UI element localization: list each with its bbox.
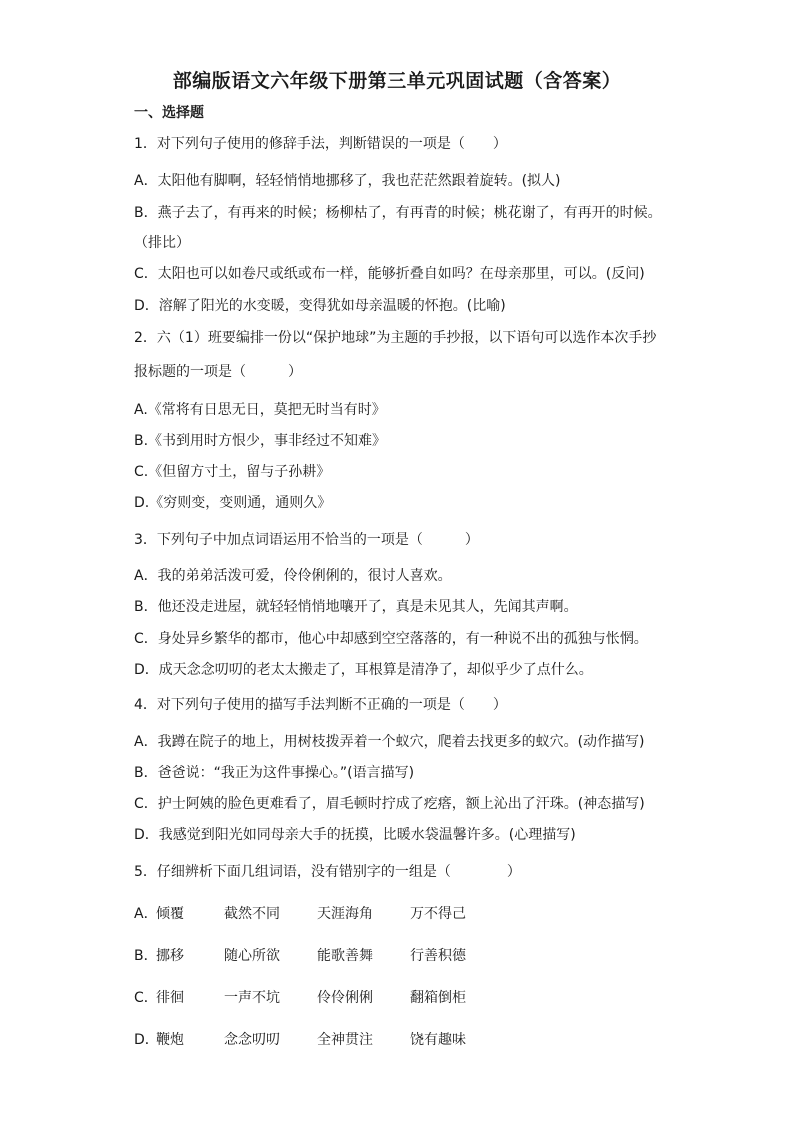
- q2-option-b: B.《书到用时方恨少，事非经过不知难》: [134, 433, 387, 449]
- q3-option-c: C．身处异乡繁华的都市，他心中却感到空空落落的，有一种说不出的孤独与怅惘。: [134, 631, 648, 647]
- q3-option-a: A．我的弟弟活泼可爱，伶伶俐俐的，很讨人喜欢。: [134, 568, 452, 584]
- q5-word: 一声不坑: [224, 990, 280, 1006]
- q1-option-b-cont: （排比）: [134, 235, 190, 251]
- q3-stem: 3．下列句子中加点词语运用不恰当的一项是（ ）: [134, 532, 479, 548]
- q5-word: 天涯海角: [317, 906, 373, 922]
- q1-stem: 1．对下列句子使用的修辞手法，判断错误的一项是（ ）: [134, 136, 507, 152]
- q5-word: 翻箱倒柜: [410, 990, 466, 1006]
- q5-word: 倾覆: [156, 906, 184, 922]
- q3-option-d: D．成天念念叨叨的老太太搬走了，耳根算是清净了，却似乎少了点什么。: [134, 662, 593, 678]
- q5-word: 随心所欲: [224, 948, 280, 964]
- q5-word: 万不得己: [410, 906, 466, 922]
- q4-stem: 4．对下列句子使用的描写手法判断不正确的一项是（ ）: [134, 697, 507, 713]
- q1-option-d: D．溶解了阳光的水变暖，变得犹如母亲温暖的怀抱。(比喻): [134, 298, 506, 314]
- q2-stem-cont: 报标题的一项是（ ）: [134, 364, 302, 380]
- q4-option-d: D．我感觉到阳光如同母亲大手的抚摸，比暖水袋温馨许多。(心理描写): [134, 827, 576, 843]
- q5-option-letter: B．: [134, 948, 158, 964]
- q5-word: 徘徊: [156, 990, 184, 1006]
- q1-option-c: C．太阳也可以如卷尺或纸或布一样，能够折叠自如吗？在母亲那里，可以。(反问): [134, 266, 645, 282]
- q5-option-letter: A．: [134, 906, 158, 922]
- q5-word: 能歌善舞: [317, 948, 373, 964]
- q5-word: 挪移: [156, 948, 184, 964]
- q2-option-c: C.《但留方寸土，留与子孙耕》: [134, 464, 331, 480]
- q5-word: 鞭炮: [156, 1032, 184, 1048]
- q5-word: 念念叨叨: [224, 1032, 280, 1048]
- q4-option-a: A．我蹲在院子的地上，用树枝拨弄着一个蚁穴，爬着去找更多的蚁穴。(动作描写): [134, 734, 645, 750]
- q2-option-a: A.《常将有日思无日，莫把无时当有时》: [134, 402, 386, 418]
- section-heading-choice: 一、选择题: [134, 105, 204, 121]
- q5-word: 饶有趣味: [410, 1032, 466, 1048]
- q5-stem: 5．仔细辨析下面几组词语，没有错别字的一组是（ ）: [134, 864, 521, 880]
- q5-word: 截然不同: [224, 906, 280, 922]
- q2-stem: 2．六（1）班要编排一份以“保护地球”为主题的手抄报，以下语句可以选作本次手抄: [134, 330, 657, 346]
- q4-option-b: B．爸爸说：“我正为这件事操心。”(语言描写): [134, 765, 415, 781]
- q3-option-b: B．他还没走进屋，就轻轻悄悄地嚷开了，真是未见其人，先闻其声啊。: [134, 599, 578, 615]
- q5-option-letter: D．: [134, 1032, 159, 1048]
- q5-option-letter: C．: [134, 990, 158, 1006]
- q4-option-c: C．护士阿姨的脸色更难看了，眉毛顿时拧成了疙瘩，额上沁出了汗珠。(神态描写): [134, 796, 645, 812]
- q2-option-d: D.《穷则变，变则通，通则久》: [134, 495, 332, 511]
- q5-word: 伶伶俐俐: [317, 990, 373, 1006]
- q1-option-a: A．太阳他有脚啊，轻轻悄悄地挪移了，我也茫茫然跟着旋转。(拟人): [134, 173, 561, 189]
- q5-word: 行善积德: [410, 948, 466, 964]
- q5-word: 全神贯注: [317, 1032, 373, 1048]
- document-title: 部编版语文六年级下册第三单元巩固试题（含答案）: [172, 70, 622, 92]
- q1-option-b: B．燕子去了，有再来的时候；杨柳枯了，有再青的时候；桃花谢了，有再开的时候。: [134, 205, 662, 221]
